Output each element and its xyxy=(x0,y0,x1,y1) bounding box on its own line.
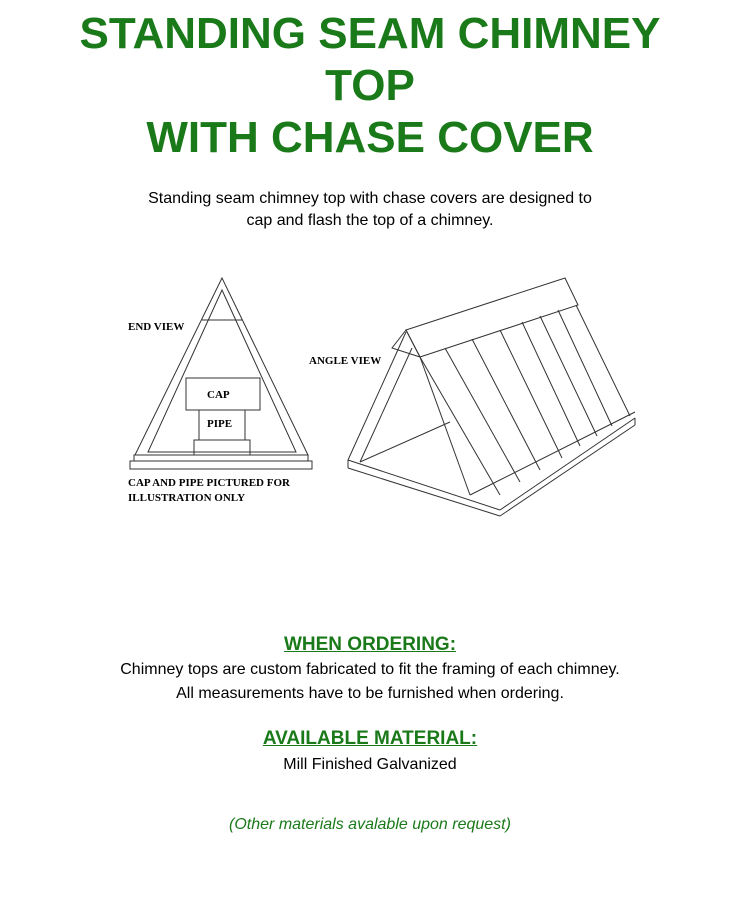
caption-line-2: ILLUSTRATION ONLY xyxy=(128,492,246,504)
title-line-3: WITH CHASE COVER xyxy=(146,113,594,162)
angle-view-label: ANGLE VIEW xyxy=(309,355,382,367)
material-value: Mill Finished Galvanized xyxy=(283,756,457,773)
title-line-1: STANDING SEAM CHIMNEY xyxy=(79,9,661,58)
ordering-text xyxy=(0,658,740,706)
end-view-label: END VIEW xyxy=(128,321,185,333)
ordering-line-2: All measurements have to be furnished when ordering. xyxy=(176,685,564,702)
end-view-drawing xyxy=(130,278,312,469)
title-line-2: TOP xyxy=(325,61,415,110)
other-materials-note: (Other materials avalable upon request) xyxy=(229,816,511,833)
pipe-label: PIPE xyxy=(207,418,233,430)
available-material-heading: AVAILABLE MATERIAL: xyxy=(262,728,478,749)
intro-line-2: cap and flash the top of a chimney. xyxy=(246,212,494,229)
intro-text xyxy=(0,188,740,232)
angle-view-drawing xyxy=(348,278,635,516)
cap-label: CAP xyxy=(207,389,230,401)
intro-line-1: Standing seam chimney top with chase covers are designed to xyxy=(148,190,592,207)
ordering-line-1: Chimney tops are custom fabricated to fit the framing of each chimney. xyxy=(120,661,620,678)
caption-line-1: CAP AND PIPE PICTURED FOR xyxy=(128,477,290,489)
chimney-top-illustration xyxy=(110,270,650,520)
when-ordering-heading: WHEN ORDERING: xyxy=(283,634,457,655)
